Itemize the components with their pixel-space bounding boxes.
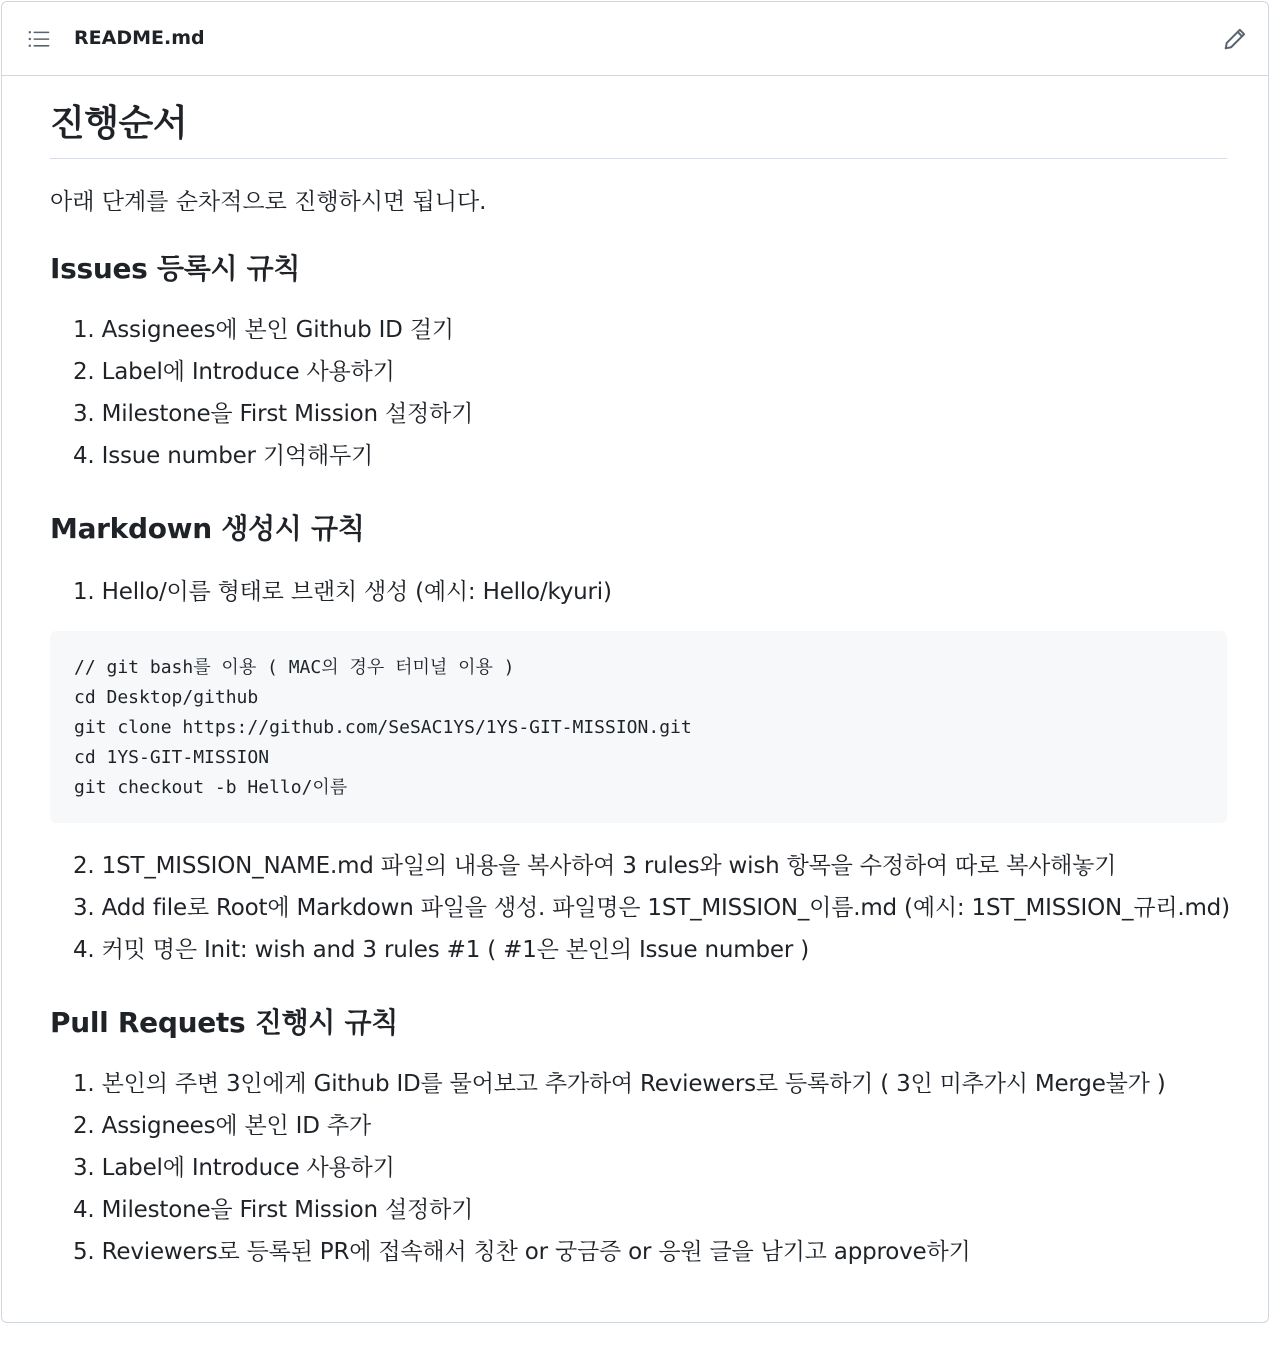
intro-text: 아래 단계를 순차적으로 진행하시면 됩니다. xyxy=(50,189,487,215)
code-block[interactable] xyxy=(50,631,1227,823)
list-item: 1. 본인의 주변 3인에게 Github ID를 물어보고 추가하여 Reviewers로 등록하기 ( 3인 미추가시 Merge불가 ) xyxy=(73,1071,1166,1097)
markdown-body xyxy=(2,102,1268,1273)
pencil-icon[interactable] xyxy=(1220,24,1250,54)
list-item: 5. Reviewers로 등록된 PR에 접속해서 칭찬 or 궁금증 or 응원 글을 남기고 approve하기 xyxy=(73,1239,971,1265)
list-item: 4. Milestone을 First Mission 설정하기 xyxy=(73,1197,474,1223)
code-line: // git bash를 이용 ( MAC의 경우 터미널 이용 ) xyxy=(74,657,515,678)
code-line: cd Desktop/github xyxy=(74,687,259,708)
list-item: 1. Hello/이름 형태로 브랜치 생성 (예시: Hello/kyuri) xyxy=(73,579,612,605)
list-item: 3. Milestone을 First Mission 설정하기 xyxy=(73,401,474,427)
list-item: 3. Add file로 Root에 Markdown 파일을 생성. 파일명은 1ST_MISSION_이름.md (예시: 1ST_MISSION_규리.md) xyxy=(73,895,1230,921)
code-line: git clone https://github.com/SeSAC1YS/1YS-GIT-MISSION.git xyxy=(74,717,692,738)
code-line: git checkout -b Hello/이름 xyxy=(74,777,348,798)
list-unordered-icon[interactable] xyxy=(26,26,52,52)
file-name[interactable]: README.md xyxy=(74,27,205,49)
issues-list xyxy=(50,309,1227,477)
markdown-list-after xyxy=(50,845,1230,971)
markdown-heading: Markdown 생성시 규칙 xyxy=(50,512,365,545)
list-item: 1. Assignees에 본인 Github ID 걸기 xyxy=(73,317,454,343)
readme-container xyxy=(1,1,1269,1323)
list-item: 4. Issue number 기억해두기 xyxy=(73,443,374,469)
list-item: 4. 커밋 명은 Init: wish and 3 rules #1 ( #1은 본인의 Issue number ) xyxy=(73,937,809,963)
markdown-list-before xyxy=(50,571,1227,613)
readme-header xyxy=(2,2,1268,76)
list-item: 2. 1ST_MISSION_NAME.md 파일의 내용을 복사하여 3 rules와 wish 항목을 수정하여 따로 복사해놓기 xyxy=(73,853,1117,879)
pull-requests-list xyxy=(50,1063,1227,1273)
page-title: 진행순서 xyxy=(50,102,1227,159)
code-line: cd 1YS-GIT-MISSION xyxy=(74,747,270,768)
list-item: 3. Label에 Introduce 사용하기 xyxy=(73,1155,395,1181)
pull-requests-heading: Pull Requets 진행시 규칙 xyxy=(50,1006,399,1039)
list-item: 2. Assignees에 본인 ID 추가 xyxy=(73,1113,371,1139)
list-item: 2. Label에 Introduce 사용하기 xyxy=(73,359,395,385)
issues-heading: Issues 등록시 규칙 xyxy=(50,252,301,285)
